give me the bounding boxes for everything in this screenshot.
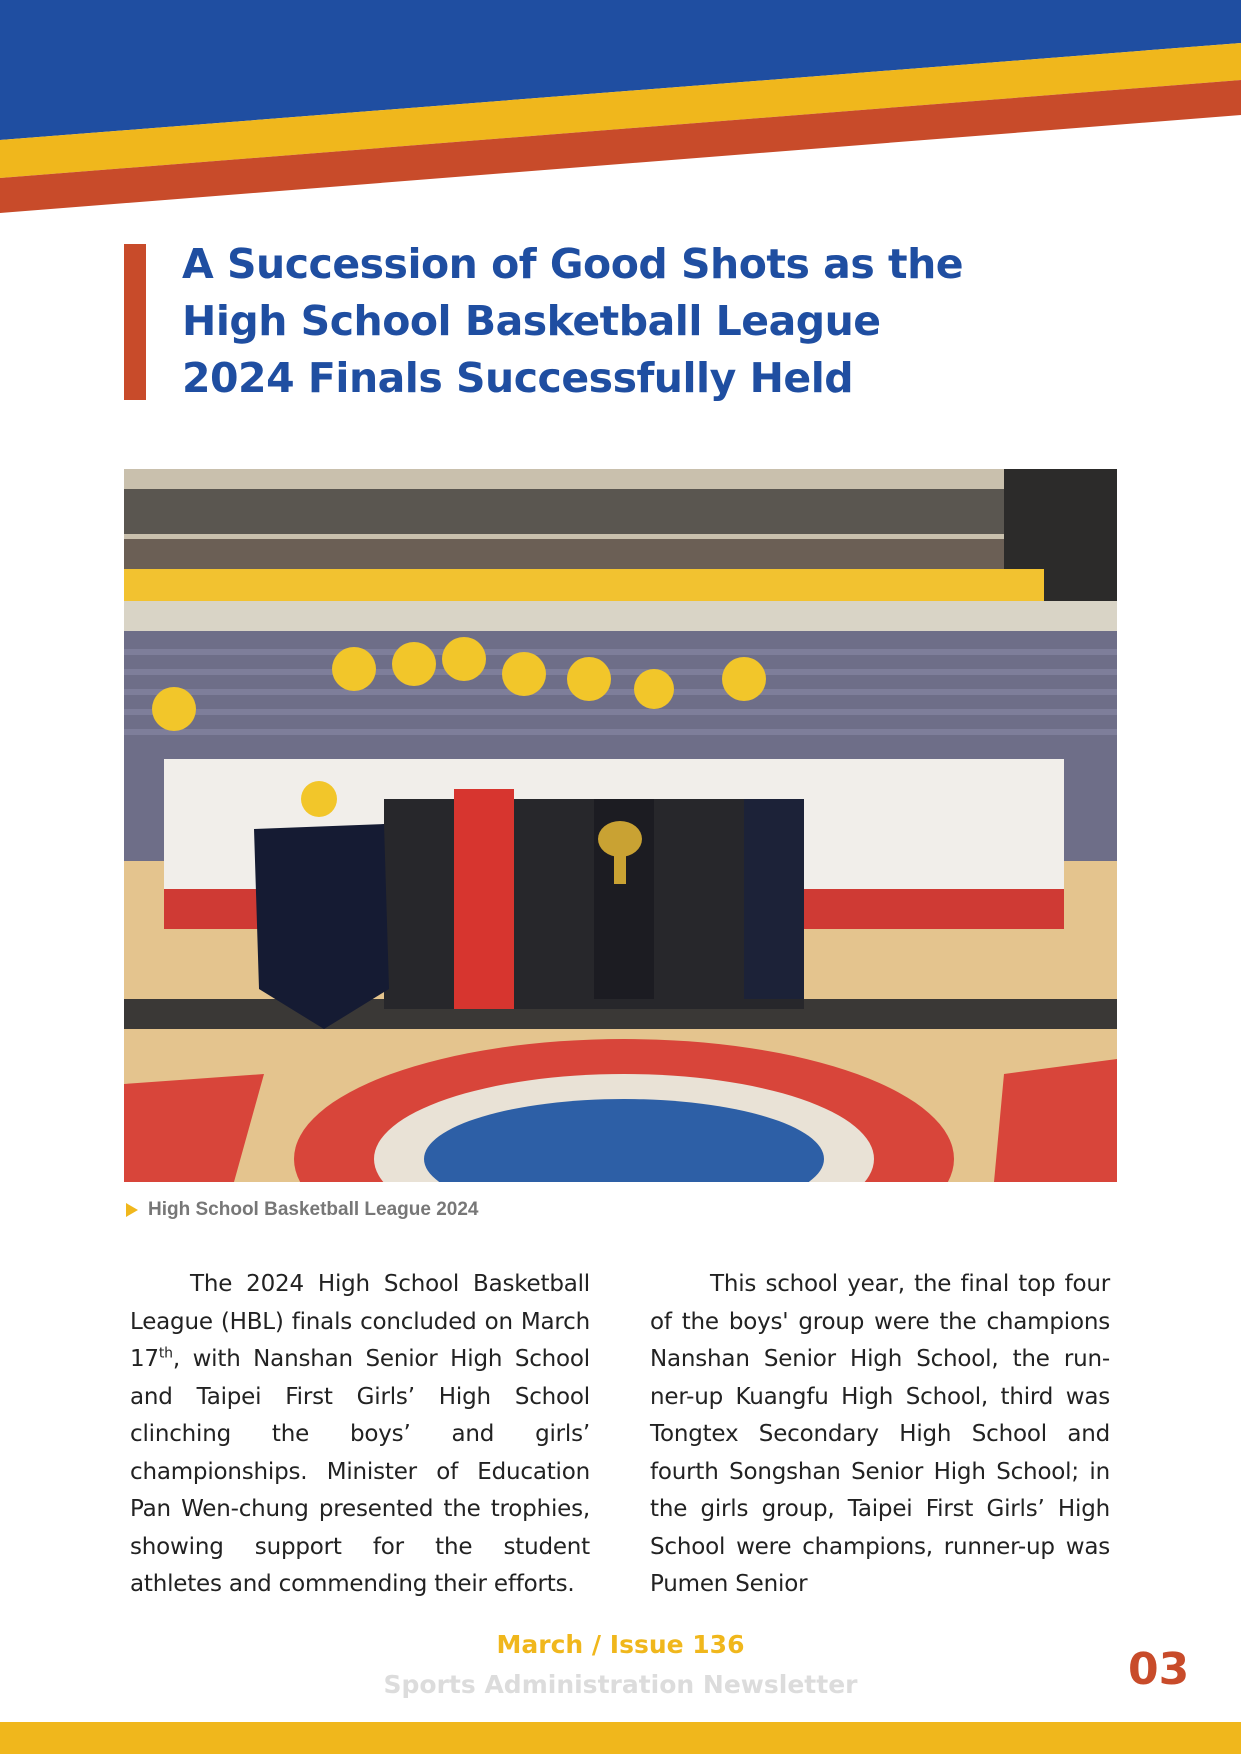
title-line: High School Basketball League xyxy=(182,297,881,345)
paragraph-text: , with Nanshan Senior High School and Taipei First Girls’ High School clinching the boys’ and girls’ championships. Minister of Education Pan Wen-chung presented the trophies, showing support for the student athletes and commending their efforts. xyxy=(130,1346,590,1597)
article-paragraph: This school year, the final top four of the boys' group were the champions Nanshan Senior High School, the run-ner-up Kuangfu High School, third was Tongtex Secondary High School and fourth Songshan Senior High School; in the girls group, Taipei First Girls’ High School were champions, runner-up was Pumen Senior xyxy=(650,1271,1110,1597)
title-line: A Succession of Good Shots as the xyxy=(182,240,964,288)
article-title xyxy=(182,236,1082,407)
article-paragraph xyxy=(130,1266,590,1604)
title-line: 2024 Finals Successfully Held xyxy=(182,354,854,402)
paragraph-text: The 2024 High School Basketball League (HBL) finals concluded on March 17 xyxy=(130,1271,590,1372)
play-triangle-icon xyxy=(126,1203,138,1217)
page-number: 03 xyxy=(1128,1644,1190,1695)
article-column-left xyxy=(130,1266,590,1604)
team-photo-image xyxy=(124,469,1117,1182)
caption-text: High School Basketball League 2024 xyxy=(148,1199,479,1220)
title-accent-bar xyxy=(124,244,146,400)
photo-caption xyxy=(126,1197,479,1223)
article-column-right xyxy=(650,1266,1110,1604)
team-photo xyxy=(124,469,1117,1182)
publication-name: Sports Administration Newsletter xyxy=(383,1670,858,1699)
footer-strip xyxy=(0,1722,1241,1754)
ordinal-suffix: th xyxy=(158,1345,173,1362)
issue-label: March / Issue 136 xyxy=(496,1630,745,1659)
header-banner xyxy=(0,0,1241,230)
